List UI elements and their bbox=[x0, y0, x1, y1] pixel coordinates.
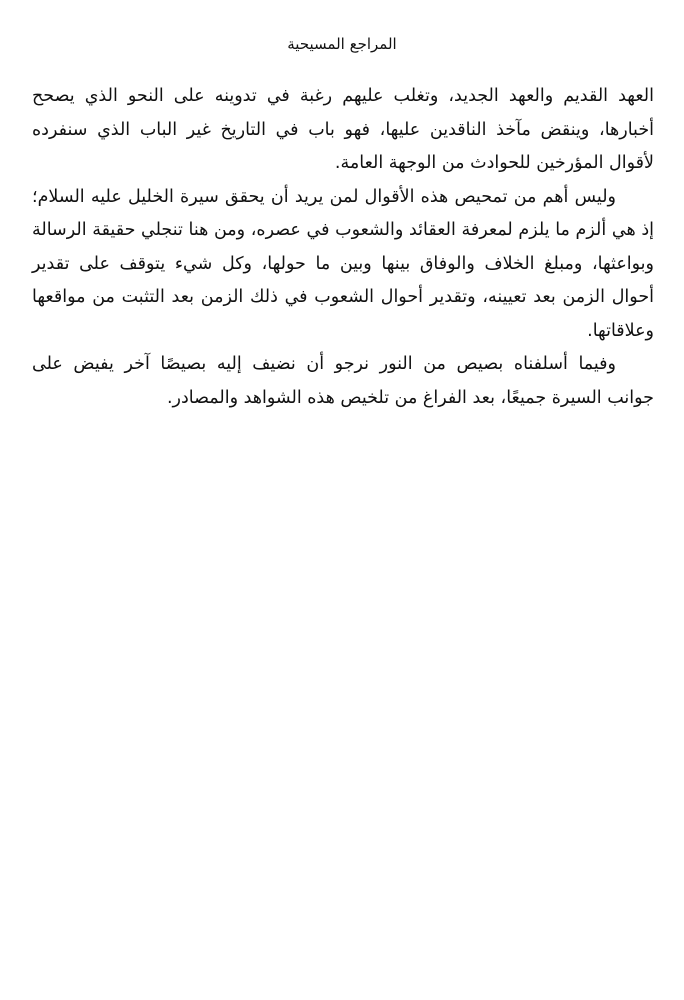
body-text bbox=[32, 80, 654, 415]
text-line: وفيما أسلفناه بصيص من النور نرجو أن نضيف إليه بصيصًا آخر يفيض على bbox=[32, 354, 616, 374]
paragraph-3 bbox=[32, 348, 654, 415]
text-line: لأقوال المؤرخين للحوادث من الوجهة العامة. bbox=[334, 153, 654, 173]
text-line: جوانب السيرة جميعًا، بعد الفراغ من تلخيص هذه الشواهد والمصادر. bbox=[166, 387, 654, 408]
text-line: وعلاقاتها. bbox=[587, 320, 654, 341]
text-line: وليس أهم من تمحيص هذه الأقوال لمن يريد أن يحقق سيرة الخليل عليه السلام؛ bbox=[32, 186, 616, 207]
paragraph-2 bbox=[32, 181, 654, 349]
text-line: إذ هي ألزم ما يلزم لمعرفة العقائد والشعوب في عصره، ومن هنا تنجلي حقيقة الرسالة bbox=[32, 220, 654, 240]
text-line: العهد القديم والعهد الجديد، وتغلب عليهم رغبة في تدوينه على النحو الذي يصحح bbox=[32, 86, 654, 106]
text-line: أحوال الزمن بعد تعيينه، وتقدير أحوال الشعوب في ذلك الزمن بعد التثبت من مواقعها bbox=[32, 287, 654, 307]
running-title: المراجع المسيحية bbox=[287, 35, 397, 53]
paragraph-1 bbox=[32, 80, 654, 181]
text-line: أخبارها، وينقض مآخذ الناقدين عليها، فهو باب في التاريخ غير الباب الذي سنفرده bbox=[32, 119, 654, 140]
text-line: وبواعثها، ومبلغ الخلاف والوفاق بينها وبين ما حولها، وكل شيء يتوقف على تقدير bbox=[32, 253, 654, 274]
